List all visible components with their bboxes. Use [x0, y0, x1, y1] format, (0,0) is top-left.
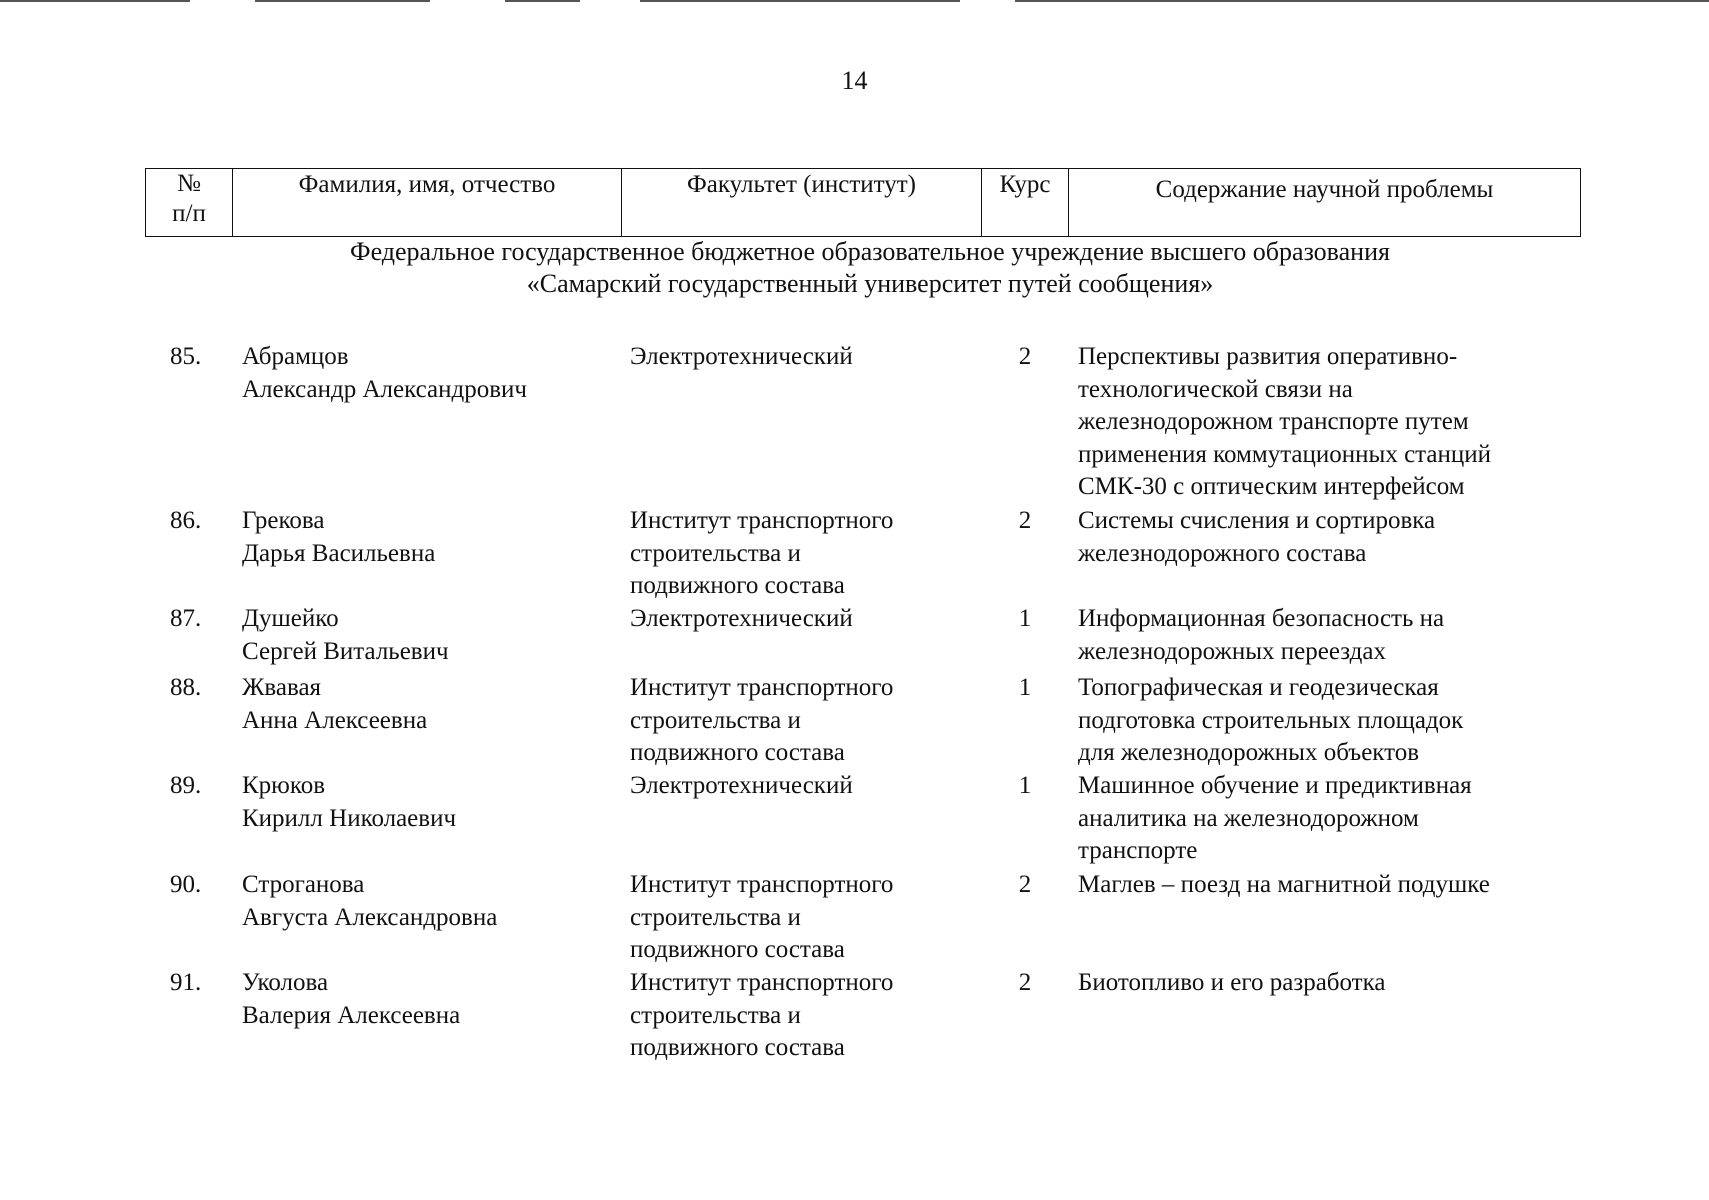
student-name-line: Августа Александровна: [242, 903, 498, 931]
faculty-line: Электротехнический: [630, 772, 853, 799]
research-problem-line: Топографическая и геодезическая: [1078, 674, 1439, 701]
course: [1010, 967, 1040, 1000]
research-problem-line: применения коммутационных станций: [1078, 440, 1492, 468]
student-name-line: Сергей Витальевич: [242, 637, 449, 665]
student-name: [242, 672, 612, 737]
research-problem-line: Биотопливо и его разработка: [1078, 969, 1386, 996]
student-name: [242, 967, 612, 1032]
faculty-line: строительства и: [630, 1001, 801, 1029]
research-problem: [1078, 505, 1578, 570]
faculty: [630, 341, 960, 374]
header-number: [146, 169, 233, 237]
research-problem: [1078, 603, 1578, 668]
header-course: Курс: [982, 169, 1069, 237]
faculty: [630, 505, 960, 603]
course: [1010, 869, 1040, 902]
course: [1010, 672, 1040, 705]
student-name: [242, 770, 612, 835]
scan-edge-line: [505, 0, 580, 2]
student-name-line: Душейко: [242, 605, 339, 632]
row-number-line: 89.: [170, 772, 202, 799]
student-name-line: Жвавая: [242, 674, 322, 701]
faculty: [630, 770, 960, 803]
course: [1010, 770, 1040, 803]
row-number: [170, 341, 201, 374]
row-number-line: 86.: [170, 507, 202, 534]
table-header: [145, 168, 1581, 237]
research-problem: [1078, 672, 1578, 770]
course: [1010, 505, 1040, 538]
student-name-line: Крюков: [242, 772, 326, 799]
research-problem: [1078, 341, 1578, 504]
organization-heading: [120, 236, 1620, 300]
student-name: [242, 341, 612, 406]
row-number: [170, 967, 201, 1000]
course-line: 2: [1018, 969, 1032, 996]
faculty: [630, 967, 960, 1065]
course: [1010, 603, 1040, 636]
student-name-line: Строганова: [242, 871, 365, 898]
student-name-line: Александр Александрович: [242, 375, 527, 403]
row-number-line: 88.: [170, 674, 202, 701]
organization-line: «Самарский государственный университет путей сообщения»: [526, 269, 1214, 298]
page-number: 14: [841, 66, 868, 95]
header-problem: Содержание научной проблемы: [1069, 169, 1581, 237]
row-number: [170, 505, 201, 538]
faculty-line: подвижного состава: [630, 1034, 845, 1061]
course-line: 2: [1018, 507, 1032, 534]
research-problem-line: для железнодорожных объектов: [1078, 739, 1420, 766]
research-problem-line: Информационная безопасность на: [1078, 605, 1445, 632]
student-name: [242, 869, 612, 934]
research-problem-line: железнодорожных переездах: [1078, 637, 1386, 665]
student-name-line: Уколова: [242, 969, 329, 996]
faculty-line: Электротехнический: [630, 605, 853, 632]
faculty-line: Институт транспортного: [630, 871, 894, 898]
course-line: 2: [1018, 343, 1032, 370]
faculty-line: подвижного состава: [630, 739, 845, 766]
course-line: 1: [1018, 772, 1032, 799]
research-problem-line: железнодорожном транспорте путем: [1078, 408, 1469, 435]
student-name-line: Дарья Васильевна: [242, 539, 436, 567]
header-number-line: №: [177, 170, 201, 197]
course-line: 2: [1018, 871, 1032, 898]
research-problem: [1078, 770, 1578, 868]
student-name-line: Анна Алексеевна: [242, 706, 428, 734]
research-problem-line: СМК-30 с оптическим интерфейсом: [1078, 473, 1465, 500]
organization-line: Федеральное государственное бюджетное образовательное учреждение высшего образования: [350, 237, 1390, 266]
research-problem-line: железнодорожного состава: [1078, 539, 1367, 567]
scan-edge-line: [1015, 0, 1709, 2]
faculty-line: строительства и: [630, 706, 801, 734]
research-problem-line: аналитика на железнодорожном: [1078, 804, 1419, 832]
faculty-line: Институт транспортного: [630, 507, 894, 534]
header-name: Фамилия, имя, отчество: [233, 169, 622, 237]
row-number: [170, 603, 201, 636]
research-problem-line: подготовка строительных площадок: [1078, 706, 1464, 734]
student-name-line: Валерия Алексеевна: [242, 1001, 461, 1029]
research-problem-line: Перспективы развития оперативно-: [1078, 343, 1458, 370]
research-problem: [1078, 967, 1578, 1000]
faculty-line: Институт транспортного: [630, 674, 894, 701]
research-problem: [1078, 869, 1578, 902]
scan-edge-line: [0, 0, 190, 2]
row-number: [170, 672, 201, 705]
row-number: [170, 770, 201, 803]
faculty-line: подвижного состава: [630, 572, 845, 599]
faculty: [630, 603, 960, 636]
row-number-line: 85.: [170, 343, 202, 370]
student-name: [242, 603, 612, 668]
row-number-line: 90.: [170, 871, 202, 898]
scan-edge-line: [255, 0, 430, 2]
research-problem-line: Системы счисления и сортировка: [1078, 507, 1436, 534]
faculty-line: Электротехнический: [630, 343, 853, 370]
scan-edge-line: [640, 0, 960, 2]
student-name-line: Грекова: [242, 507, 325, 534]
faculty-line: подвижного состава: [630, 936, 845, 963]
row-number-line: 91.: [170, 969, 202, 996]
faculty: [630, 672, 960, 770]
student-name-line: Кирилл Николаевич: [242, 804, 457, 832]
faculty-line: строительства и: [630, 539, 801, 567]
row-number-line: 87.: [170, 605, 202, 632]
research-problem-line: Машинное обучение и предиктивная: [1078, 772, 1472, 799]
faculty-line: строительства и: [630, 903, 801, 931]
research-problem-line: технологической связи на: [1078, 375, 1353, 403]
research-problem-line: транспорте: [1078, 837, 1198, 864]
student-name-line: Абрамцов: [242, 343, 349, 370]
faculty-line: Институт транспортного: [630, 969, 894, 996]
header-faculty: Факультет (институт): [622, 169, 982, 237]
course-line: 1: [1018, 674, 1032, 701]
row-number: [170, 869, 201, 902]
course: [1010, 341, 1040, 374]
header-number-line: п/п: [172, 200, 206, 227]
research-problem-line: Маглев – поезд на магнитной подушке: [1078, 871, 1490, 898]
course-line: 1: [1018, 605, 1032, 632]
student-name: [242, 505, 612, 570]
faculty: [630, 869, 960, 967]
